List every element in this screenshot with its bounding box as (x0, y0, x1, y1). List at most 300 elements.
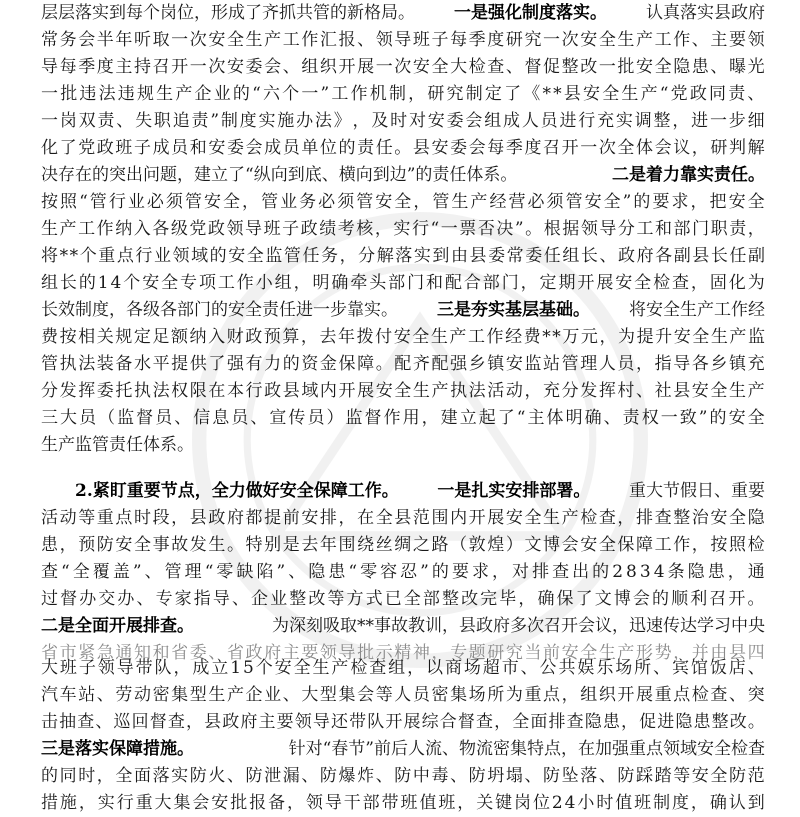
text-char: 漏 (282, 766, 300, 786)
text-char: 查 (369, 658, 387, 678)
text-char: 督 (364, 408, 382, 428)
text-char: ， (621, 712, 638, 732)
text-char: 位 (319, 138, 337, 158)
text-char: 企 (194, 84, 212, 104)
text-char: 安 (673, 327, 691, 347)
text-char: 委 (450, 138, 468, 158)
text-segment: 将安全生产工作经 (629, 300, 765, 320)
text-char: 主 (710, 30, 728, 50)
text-char: ， (599, 327, 617, 347)
text-char: 规 (136, 84, 154, 104)
text-char: 纳 (115, 219, 133, 239)
text-char: 任 (543, 246, 561, 266)
text-char: 项 (198, 273, 216, 293)
text-char: 市 (501, 658, 519, 678)
text-char: 、 (288, 562, 306, 582)
text-char: 拨 (356, 327, 374, 347)
text-char: 曝 (728, 57, 746, 77)
text-segment: 层层落实到每个岗位，形成了齐抓共管的新格局。 (41, 3, 415, 23)
text-char: 单 (301, 138, 319, 158)
text-char: 击 (41, 712, 58, 732)
text-char: 备 (115, 354, 133, 374)
text-line (41, 378, 765, 405)
text-char: 方 (346, 589, 364, 609)
text-char: 安 (505, 508, 523, 528)
text-char: 的 (633, 192, 651, 212)
text-char: 大 (60, 408, 78, 428)
text-char: 定 (539, 273, 557, 293)
text-char: 在 (208, 381, 226, 401)
text-char: 提 (636, 327, 654, 347)
text-char: 了 (504, 84, 522, 104)
text-char: 一 (598, 57, 616, 77)
text-char: 分 (41, 381, 58, 401)
text-char: 精 (394, 643, 412, 663)
text-char: 进 (691, 111, 709, 131)
text-char: 组 (41, 273, 58, 293)
text-char: 领 (172, 246, 190, 266)
text-char: 领 (97, 658, 115, 678)
text-char: 点 (115, 508, 133, 528)
text-char: 部 (388, 273, 406, 293)
text-char: 4 (564, 793, 576, 813)
text-char: 大 (41, 658, 58, 678)
text-char: 导 (312, 712, 330, 732)
text-char: 。 (394, 138, 412, 158)
text-char: 配 (431, 354, 449, 374)
text-char: 任 (375, 138, 393, 158)
text-char: 班 (115, 138, 133, 158)
text-char: 重 (135, 793, 153, 813)
text-char: 防 (728, 766, 746, 786)
text-char: 查 (710, 685, 728, 705)
text-line (41, 682, 765, 709)
text-char: 查 (552, 562, 570, 582)
text-char: 全 (654, 57, 672, 77)
text-char: 省 (226, 643, 244, 663)
text-char: 乡 (710, 354, 728, 374)
text-char: 班 (634, 793, 652, 813)
text-char: 员 (79, 408, 97, 428)
text-char: 经 (489, 192, 507, 212)
text-char: 、 (505, 57, 523, 77)
text-char: 导 (41, 57, 58, 77)
text-char: 博 (543, 535, 561, 555)
text-char: 防 (319, 766, 337, 786)
text-char: 企 (245, 685, 263, 705)
text-char: 域 (301, 381, 319, 401)
text-char: 全 (524, 508, 542, 528)
text-char: 神 (412, 643, 430, 663)
text-char: 委 (446, 111, 464, 131)
text-line (41, 243, 765, 270)
text-char: 齐 (412, 354, 430, 374)
text-char: ” (622, 192, 632, 212)
text-char: 、 (375, 766, 393, 786)
text-char: 开 (385, 712, 403, 732)
text-char: 宾 (672, 658, 689, 678)
text-char: 产 (561, 508, 579, 528)
text-char: 导 (324, 793, 342, 813)
text-char: 整 (289, 589, 307, 609)
text-char: 、 (450, 766, 468, 786)
text-char: 等 (673, 766, 691, 786)
text-char: 纳 (189, 327, 207, 347)
text-char: 委 (96, 381, 114, 401)
text-char: 导 (338, 643, 356, 663)
text-char: 责 (728, 84, 746, 104)
text-char: 安 (728, 408, 746, 428)
text-char: ， (690, 192, 708, 212)
text-char: 资 (301, 354, 319, 374)
text-char: 半 (96, 30, 114, 50)
text-char: 产 (617, 643, 635, 663)
text-char: ， (561, 685, 579, 705)
text-char: 内 (450, 508, 468, 528)
text-char: ， (407, 658, 425, 678)
text-char: 、 (747, 658, 765, 678)
text-char: 安 (615, 273, 633, 293)
text-char: 点 (116, 246, 134, 266)
text-char: 职 (710, 219, 728, 239)
text-char: 委 (488, 246, 506, 266)
text-char: 别 (264, 535, 282, 555)
text-char: ， (96, 766, 114, 786)
text-char: 所 (634, 658, 652, 678)
text-char: 全 (710, 766, 728, 786)
text-char: 业 (213, 84, 231, 104)
text-char: 安 (710, 508, 728, 528)
text-char: 值 (615, 793, 633, 813)
text-char: 办 (296, 111, 314, 131)
text-char: 检 (691, 685, 709, 705)
text-char: 到 (747, 793, 765, 813)
text-char: 绸 (394, 535, 412, 555)
text-char: 生 (617, 30, 635, 50)
text-char: 县 (204, 712, 222, 732)
text-char: 个 (79, 246, 97, 266)
text-char: 子 (282, 219, 300, 239)
text-char: 成 (503, 111, 521, 131)
text-char: ， (408, 84, 426, 104)
text-char: 、 (653, 658, 671, 678)
text-char: 时 (78, 766, 96, 786)
text-char: 季 (78, 57, 96, 77)
text-char: ， (690, 273, 708, 293)
text-char: 财 (226, 327, 244, 347)
text-char: 的 (78, 273, 96, 293)
text-line (41, 108, 765, 135)
text-char: 违 (117, 84, 135, 104)
text-char: 费 (523, 327, 541, 347)
text-char: 政 (618, 246, 635, 266)
text-char: 子 (133, 138, 151, 158)
text-char: 关 (476, 793, 494, 813)
text-char: 产 (636, 30, 653, 50)
text-char: 点 (543, 685, 561, 705)
text-char: 判 (728, 138, 746, 158)
text-char: 委 (525, 246, 543, 266)
text-char: 全 (293, 658, 311, 678)
text-char: 围 (338, 535, 356, 555)
text-char: 面 (530, 712, 548, 732)
text-char: 顺 (671, 589, 689, 609)
text-char: ， (413, 192, 431, 212)
text-char: 之 (412, 535, 430, 555)
text-char: 一 (709, 111, 727, 131)
text-char: 整 (561, 57, 579, 77)
text-char: 开 (468, 508, 486, 528)
text-char: 、 (691, 30, 709, 50)
text-char: ， (338, 508, 356, 528)
text-char: 专 (155, 589, 173, 609)
text-char: 型 (189, 685, 207, 705)
text-char: 一 (440, 219, 458, 239)
text-char: 博 (613, 589, 631, 609)
text-char: 产 (175, 84, 193, 104)
text-char: 敦 (468, 535, 486, 555)
text-char: 子 (431, 30, 449, 50)
text-char: 防 (468, 766, 486, 786)
text-char: 管 (41, 354, 58, 374)
text-char: 场 (463, 658, 481, 678)
text-char: 全 (115, 766, 133, 786)
text-char: 防 (245, 766, 263, 786)
text-char: 副 (747, 246, 765, 266)
text-char: 研 (487, 643, 505, 663)
text-char: 展 (357, 57, 375, 77)
text-char: ） (505, 535, 523, 555)
text-char: 工 (467, 327, 485, 347)
text-char: 管 (565, 192, 583, 212)
text-char: 完 (480, 589, 498, 609)
text-char: ， (374, 219, 392, 239)
text-char: 政 (96, 138, 114, 158)
text-char: 督 (524, 57, 542, 77)
text-char: 各 (655, 246, 673, 266)
text-char: 全 (617, 138, 635, 158)
text-char: 成 (152, 138, 170, 158)
text-char: 专 (180, 273, 198, 293)
text-char: 全 (375, 508, 393, 528)
text-char: 、 (144, 562, 162, 582)
text-char: 要 (301, 643, 319, 663)
text-char: 度 (487, 30, 505, 50)
text-char: 安 (427, 111, 445, 131)
text-char: 建 (440, 408, 458, 428)
text-char: 了 (575, 589, 593, 609)
text-char: 付 (375, 327, 393, 347)
text-char: 导 (116, 658, 134, 678)
text-char: 全 (161, 273, 179, 293)
text-char: 召 (709, 589, 727, 609)
text-char: 将 (41, 246, 58, 266)
text-char: 查 (77, 712, 95, 732)
text-char: 开 (338, 57, 356, 77)
text-char: 。 (525, 219, 543, 239)
text-char: 导 (212, 589, 230, 609)
text-char: 前 (543, 643, 561, 663)
text-char: 产 (747, 381, 765, 401)
text-char: “ (79, 192, 88, 212)
text-char: 和 (655, 219, 672, 239)
text-char: 委 (189, 643, 207, 663)
text-char: 会 (632, 589, 650, 609)
text-char: 法 (468, 381, 486, 401)
text-char: 长 (59, 273, 77, 293)
text-char: 安 (228, 246, 246, 266)
text-char: 须 (337, 192, 355, 212)
text-char: 在 (357, 508, 375, 528)
text-char: 息 (212, 408, 230, 428)
text-char: 为 (747, 273, 765, 293)
text-char: 突 (747, 685, 765, 705)
text-char: ” (698, 408, 708, 428)
text-char: 重 (654, 685, 672, 705)
text-char: 开 (338, 381, 356, 401)
text-char: 全 (603, 192, 621, 212)
text-char: 法 (314, 111, 332, 131)
text-char: 汽 (41, 685, 58, 705)
text-char: 工 (282, 30, 300, 50)
text-char: 陷 (256, 562, 274, 582)
text-char: 党 (189, 219, 207, 239)
text-char: 重 (98, 246, 116, 266)
text-char: 、 (96, 685, 114, 705)
text-char: 安 (226, 57, 244, 77)
text-char: 每 (59, 57, 77, 77)
text-char: 题 (468, 643, 486, 663)
text-char: 由 (450, 246, 468, 266)
text-char: 进 (657, 712, 675, 732)
text-char: 一 (189, 57, 207, 77)
text-char: 展 (636, 685, 653, 705)
text-char: 一 (41, 84, 58, 104)
text-char: 集 (450, 685, 468, 705)
text-char: 管 (164, 562, 182, 582)
text-char: 解 (747, 138, 765, 158)
text-segment: 生产监管责任体系。 (41, 435, 194, 455)
bold-heading-text: 一是强化制度落实。 (454, 3, 607, 23)
text-char: 经 (505, 327, 523, 347)
text-char: 政 (264, 381, 282, 401)
text-char: 制 (220, 111, 238, 131)
text-char: ， (747, 219, 765, 239)
text-char: 面 (133, 766, 151, 786)
text-char: 全 (710, 381, 728, 401)
text-char: 起 (478, 408, 496, 428)
text-char: “ (430, 219, 440, 239)
text-char: 整 (673, 508, 691, 528)
text-char: 府 (240, 712, 258, 732)
text-char: 责 (357, 138, 375, 158)
text-line (41, 559, 765, 586)
text-char: 小 (577, 793, 595, 813)
text-char: 作 (673, 30, 691, 50)
text-char: 权 (641, 408, 659, 428)
text-line (41, 27, 765, 54)
text-char: 会 (654, 138, 672, 158)
text-char: 执 (450, 381, 468, 401)
text-char: 都 (245, 508, 263, 528)
text-char: 查 (41, 562, 58, 582)
text-char: * (542, 327, 551, 347)
text-char: 缺 (236, 562, 254, 582)
text-char: 、 (226, 766, 244, 786)
text-char: 查 (672, 273, 689, 293)
text-char: 各 (691, 354, 709, 374)
text-char: 检 (747, 535, 765, 555)
text-char: 忍 (400, 562, 418, 582)
text-char: 研 (710, 138, 728, 158)
text-char: * (542, 84, 551, 104)
text-char: 考 (337, 219, 355, 239)
text-char: 四 (747, 643, 765, 663)
text-char: 为 (618, 327, 635, 347)
text-char: 头 (369, 273, 387, 293)
text-char: 立 (211, 658, 229, 678)
text-char: 全 (634, 273, 652, 293)
text-char: 导 (245, 219, 263, 239)
text-char: 部 (482, 273, 500, 293)
text-char: 促 (543, 57, 561, 77)
bold-heading-text: 一是扎实安排部署。 (437, 481, 591, 501)
text-char: 的 (41, 766, 58, 786)
text-char: ， (727, 562, 745, 582)
text-char: “ (516, 408, 526, 428)
text-char: 行 (108, 192, 126, 212)
text-char: 权 (171, 381, 189, 401)
text-char: 生 (41, 219, 58, 239)
text-char: 饭 (709, 658, 727, 678)
text-char: 须 (546, 192, 564, 212)
text-char: 了 (208, 354, 226, 374)
text-char: ， (672, 111, 690, 131)
text-char: 班 (438, 793, 456, 813)
text-char: 1 (97, 273, 109, 293)
text-char: 组 (301, 57, 319, 77)
text-char: 限 (189, 381, 207, 401)
text-char: ） (326, 408, 344, 428)
text-char: 关 (96, 327, 114, 347)
text-char: 员 (155, 408, 173, 428)
text-char: 集 (338, 685, 356, 705)
text-char: 开 (728, 589, 746, 609)
text-char: 落 (395, 246, 413, 266)
text-char: 据 (562, 219, 580, 239)
text-char: 员 (171, 138, 189, 158)
text-char: 政 (222, 712, 240, 732)
text-char: 府 (264, 643, 282, 663)
text-char: 持 (133, 57, 151, 77)
text-char: 领 (375, 30, 393, 50)
text-char: 相 (78, 327, 96, 347)
text-char: 监 (117, 408, 135, 428)
text-char: 工 (217, 273, 235, 293)
text-char: 各 (152, 219, 170, 239)
text-char: 员 (282, 138, 300, 158)
text-char: 工 (636, 219, 654, 239)
text-char: 究 (524, 30, 542, 50)
text-char: 回 (131, 712, 149, 732)
text-char: 把 (709, 192, 727, 212)
text-char: 重 (524, 685, 542, 705)
text-char: 到 (432, 246, 450, 266)
text-char: ， (78, 793, 96, 813)
text-char: 改 (461, 589, 479, 609)
text-char: 生 (728, 381, 746, 401)
text-char: 务 (59, 30, 77, 50)
